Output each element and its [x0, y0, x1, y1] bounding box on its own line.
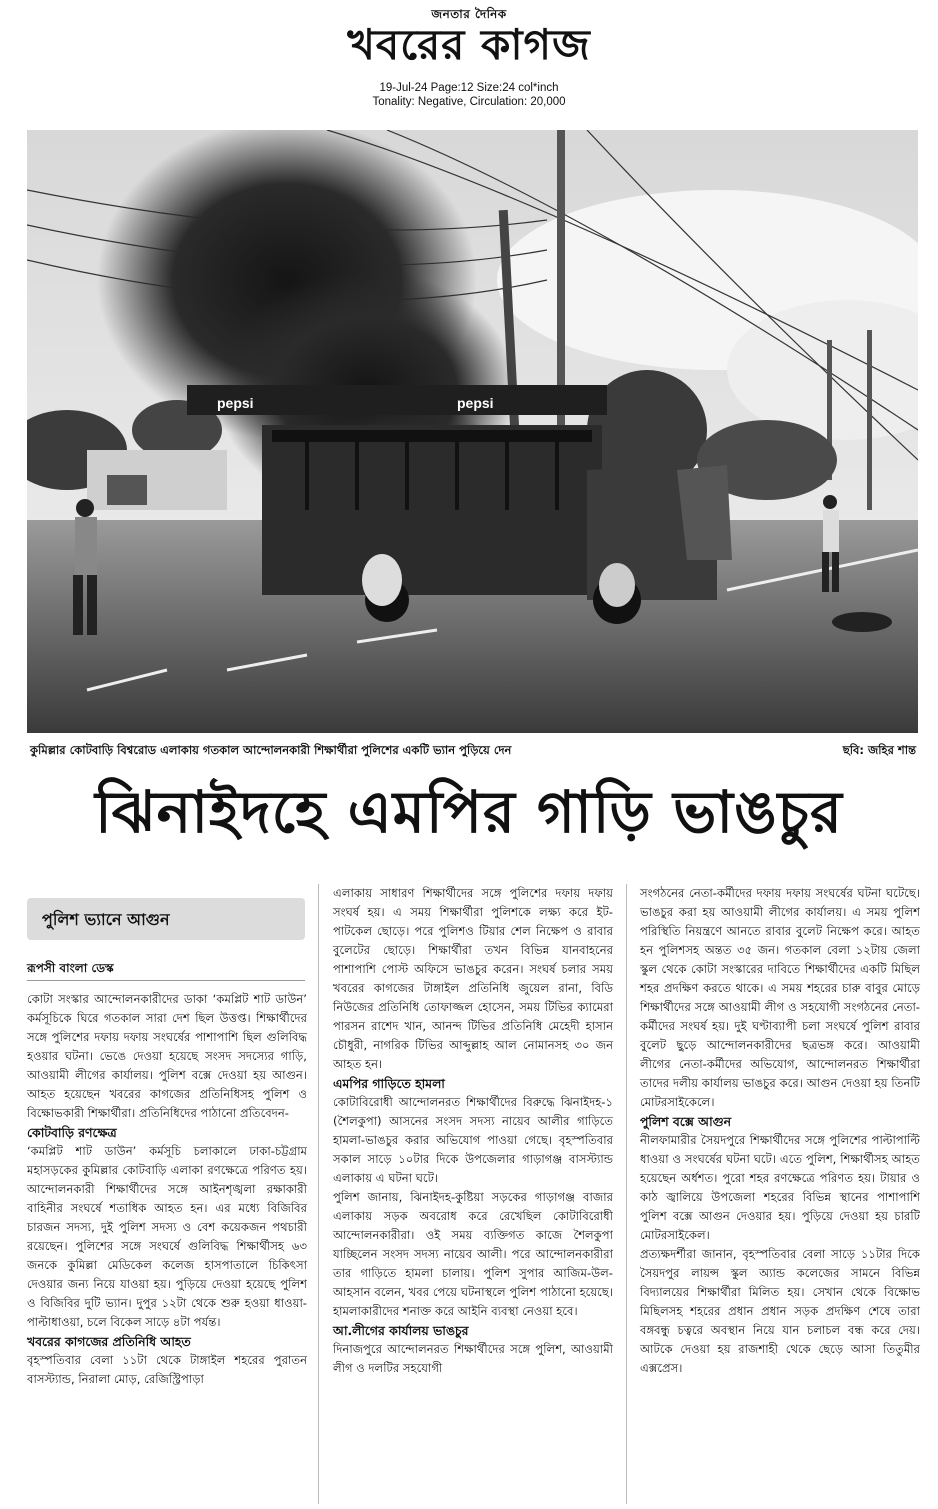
- newspaper-name: খবরের কাগজ: [347, 20, 591, 69]
- paragraph: দিনাজপুরে আন্দোলনরত শিক্ষার্থীদের সঙ্গে পুলিশ, আওয়ামী লীগ ও দলটির সহযোগী: [333, 1342, 613, 1375]
- paragraph: বৃহস্পতিবার বেলা ১১টা থেকে টাঙ্গাইল শহরের পুরাতন বাসস্ট্যান্ড, নিরালা মোড়, রেজিস্ট্রিপাড়া: [27, 1353, 307, 1386]
- clipping-meta-date: 19-Jul-24 Page:12 Size:24 col*inch: [379, 82, 559, 94]
- paragraph: পুলিশ জানায়, ঝিনাইদহ-কুষ্টিয়া সড়কের গাড়াগঞ্জ বাজার এলাকায় সড়ক অবরোধ করে রেখেছিল কোটাবিরোধী আন্দোলনকারীরা। ওই সময় ব্যক্তিগত কাজে শৈলকুপা যাচ্ছিলেন সংসদ সদস্য নায়েব আলী। পরে আন্দোলনকারীরা তার গাড়িতে হামলা চালায়। পুলিশ সুপার আজিম-উল-আহসান বলেন, খবর পেয়ে ঘটনাস্থলে পুলিশ পাঠানো হয়েছে। হামলাকারীদের শনাক্ত করে আইনি ব্যবস্থা নেওয়া হবে।: [333, 1190, 613, 1318]
- article-column-2: [333, 884, 613, 1378]
- masthead-tagline: জনতার দৈনিক: [431, 7, 507, 21]
- photo-credit: ছবি: জহির শান্ত: [842, 743, 916, 757]
- paragraph: ‘কমপ্লিট শাট ডাউন’ কর্মসূচি চলাকালে ঢাকা-চট্টগ্রাম মহাসড়কের কুমিল্লার কোটবাড়ি এলাকা রণক্ষেত্রে পরিণত হয়। আন্দোলনকারী শিক্ষার্থীদের সঙ্গে আইনশৃঙ্খলা রক্ষাকারী বাহিনীর সংঘর্ষে শতাধিক আহত হন। এর মধ্যে বিজিবির চারজন সদস্য, দুই পুলিশ সদস্য ও বেশ কয়েকজন পথচারী রয়েছেন। পুলিশের সঙ্গে সংঘর্ষে গুলিবিদ্ধ শিক্ষার্থীসহ ৬৩ জনকে কুমিল্লা মেডিকেল কলেজ হাসপাতালে চিকিৎসা দেওয়ার জন্য নিয়ে যাওয়া হয়। পুড়িয়ে দেওয়া হয়েছে পুলিশ ও বিজিবির দুটি ভ্যান। দুপুর ১২টা থেকে শুরু হওয়া ধাওয়া-পাল্টাধাওয়া, চলে বিকেল সাড়ে ৪টা পর্যন্ত।: [27, 1144, 307, 1329]
- subheading: কোটবাড়ি রণক্ষেত্র: [27, 1125, 117, 1140]
- news-photo: [27, 130, 918, 733]
- article-column-1: [27, 990, 307, 1389]
- clipping-meta-tonality: Tonality: Negative, Circulation: 20,000: [372, 96, 566, 108]
- article-column-3: [640, 884, 920, 1378]
- column-divider: [626, 884, 627, 1504]
- paragraph: এলাকায় সাধারণ শিক্ষার্থীদের সঙ্গে পুলিশের দফায় দফায় সংঘর্ষ হয়। এ সময় শিক্ষার্থীরা পুলিশকে লক্ষ্য করে ইট-পাটকেল ছোড়ে। পরে পুলিশও টিয়ার শেল নিক্ষেপ ও রাবার বুলেটের ছোড়ে। শিক্ষার্থীরা তখন বিভিন্ন যানবাহনের পাশাপাশি পোস্ট অফিসে ভাঙচুর করেন। সংঘর্ষ চলার সময় খবরের কাগজের টাঙ্গাইল প্রতিনিধি জুয়েল রানা, বিডি নিউজের প্রতিনিধি তোফাজ্জল হোসেন, সময় টিভির ক্যামেরা পারসন রাশেদ খান, আনন্দ টিভির প্রতিনিধি মেহেদী হাসান চৌধুরী, নাগরিক টিভির আব্দুল্লাহ আল নোমানসহ ৩০ জন আহত হন।: [333, 886, 613, 1071]
- byline-rule: [27, 980, 305, 981]
- paragraph: কোটা সংস্কার আন্দোলনকারীদের ডাকা ‘কমপ্লিট শাট ডাউন’ কর্মসূচিকে ঘিরে গতকাল সারা দেশ ছিল উত্তপ্ত। শিক্ষার্থীদের সঙ্গে পুলিশের দফায় দফায় সংঘর্ষের পাশাপাশি ছিল গুলিবিদ্ধ হওয়ার ঘটনা। ভেঙে দেওয়া হয়েছে সংসদ সদস্যের গাড়ি, আওয়ামী লীগের কার্যালয়। পুলিশ বক্সে দেওয়া হয় আগুন। আহত হয়েছেন খবরের কাগজের প্রতিনিধিসহ পুলিশ ও বিক্ষোভকারী শিক্ষার্থীরা। প্রতিনিধিদের পাঠানো প্রতিবেদন-: [27, 992, 307, 1120]
- column-divider: [318, 884, 319, 1504]
- signage-right: pepsi: [457, 395, 494, 411]
- subheading: আ.লীগের কার্যালয় ভাঙচুর: [333, 1323, 469, 1338]
- paragraph: প্রত্যক্ষদর্শীরা জানান, বৃহস্পতিবার বেলা সাড়ে ১১টার দিকে সৈয়দপুর লায়ন্স স্কুল অ্যান্ড কলেজের সামনে বিভিন্ন বিদ্যালয়ের শিক্ষার্থীরা মিলিত হয়। সেখান থেকে বিক্ষোভ মিছিলসহ শহরের প্রধান প্রধান সড়ক প্রদক্ষিণ শেষে তারা বঙ্গবন্ধু চত্বরে অবস্থান নিয়ে যান চলাচল বন্ধ করে দেয়। আটকে দেওয়া হয় রাজশাহী থেকে ছেড়ে আসা তিতুমীর এক্সপ্রেস।: [640, 1247, 920, 1375]
- main-headline: ঝিনাইদহে এমপির গাড়ি ভাঙচুর: [95, 778, 843, 846]
- paragraph: কোটাবিরোধী আন্দোলনরত শিক্ষার্থীদের বিরুদ্ধে ঝিনাইদহ-১ (শৈলকুপা) আসনের সংসদ সদস্য নায়েব আলীর গাড়িতে হামলা-ভাঙচুর করার অভিযোগ পাওয়া গেছে। বৃহস্পতিবার সকাল সাড়ে ১০টার দিকে উপজেলার গাড়াগঞ্জ বাসস্ট্যান্ড এলাকায় এ ঘটনা ঘটে।: [333, 1095, 613, 1185]
- paragraph: সংগঠনের নেতা-কর্মীদের দফায় দফায় সংঘর্ষের ঘটনা ঘটেছে। ভাঙচুর করা হয় আওয়ামী লীগের কার্যালয়। এ সময় পুলিশ পরিস্থিতি নিয়ন্ত্রণে আনতে রাবার বুলেট নিক্ষেপ করে। আহত হন পুলিশসহ অন্তত ৩৫ জন। গতকাল বেলা ১২টায় জেলা স্কুল থেকে কোটা সংস্কারের দাবিতে শিক্ষার্থীদের একটি মিছিল শহর প্রদক্ষিণ করতে থাকে। এ সময় শহরের চারু বাবুর মোড়ে শিক্ষার্থীদের সঙ্গে আওয়ামী লীগ ও সহযোগী সংগঠনের নেতা-কর্মীদের সংঘর্ষ হয়। দুই ঘণ্টাব্যাপী চলা সংঘর্ষে পুলিশ রাবার বুলেট ছুড়ে আন্দোলনকারীদের ছত্রভঙ্গ করে। আওয়ামী লীগের নেতা-কর্মীদের অভিযোগ, আন্দোলনরত শিক্ষার্থীরা তাদের দলীয় কার্যালয় ভাঙচুর করে। আগুন দেওয়া হয় তিনটি মোটরসাইকেলে।: [640, 886, 920, 1109]
- photo-caption: কুমিল্লার কোটবাড়ি বিশ্বরোড এলাকায় গতকাল আন্দোলনকারী শিক্ষার্থীরা পুলিশের একটি ভ্যান পুড়িয়ে দেন: [30, 743, 512, 757]
- subheading: খবরের কাগজের প্রতিনিধি আহত: [27, 1334, 191, 1349]
- subheading: পুলিশ বক্সে আগুন: [640, 1114, 731, 1129]
- subheading: এমপির গাড়িতে হামলা: [333, 1076, 445, 1091]
- kicker: পুলিশ ভ্যানে আগুন: [42, 910, 170, 929]
- byline: রূপসী বাংলা ডেস্ক: [27, 961, 114, 975]
- paragraph: নীলফামারীর সৈয়দপুরে শিক্ষার্থীদের সঙ্গে পুলিশের পাল্টাপাল্টি ধাওয়া ও সংঘর্ষের ঘটনা ঘটে। এতে পুলিশ, শিক্ষার্থীসহ আহত হয়েছেন অর্ধশত। পুরো শহর রণক্ষেত্রে পরিণত হয়। টায়ার ও কাঠ জ্বালিয়ে উপজেলা শহরের বিভিন্ন স্থানের পাশাপাশি পুলিশ বক্সে আগুন দেওয়ার হয়। পুড়িয়ে দেওয়া হয় চারটি মোটরসাইকেল।: [640, 1133, 920, 1242]
- signage-left: pepsi: [217, 395, 254, 411]
